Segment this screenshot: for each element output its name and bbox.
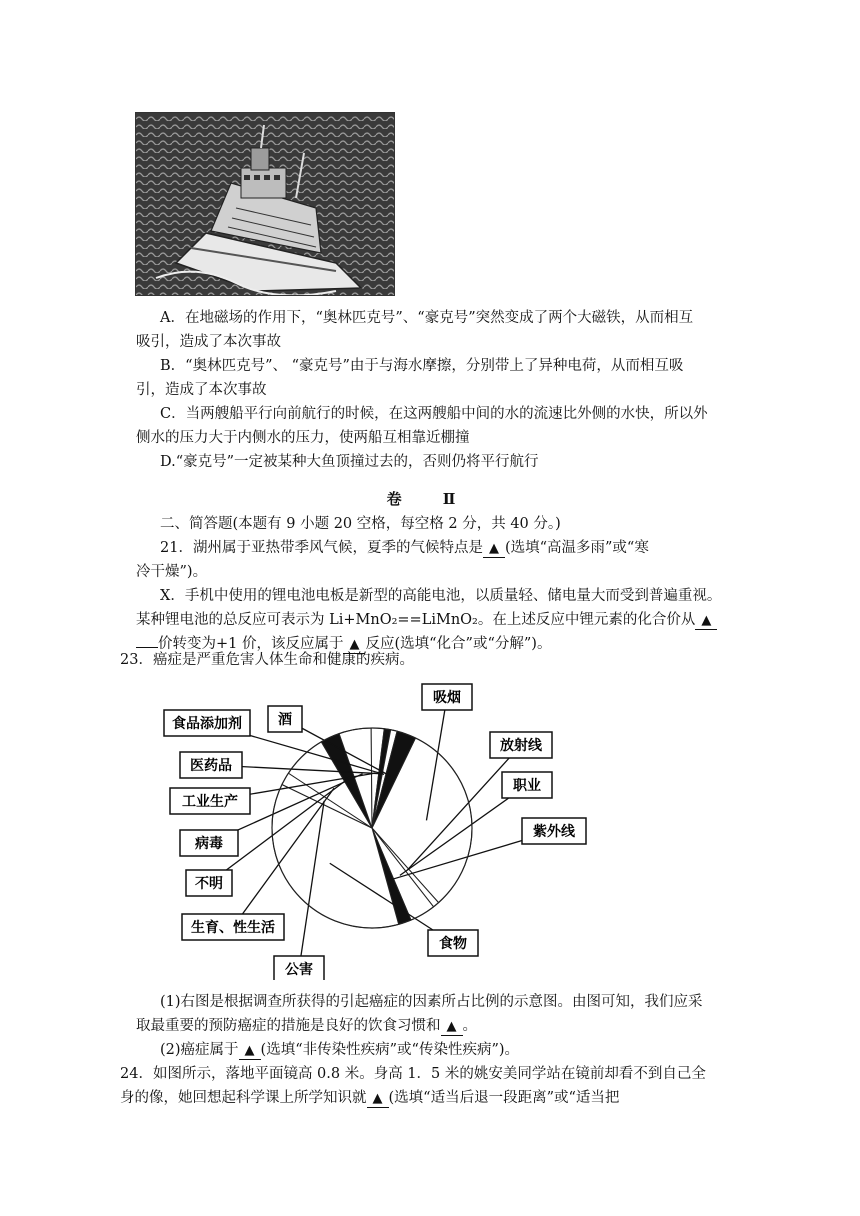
- q22-line-3-end: 反应(选填“化合”或“分解”)。: [365, 636, 552, 652]
- option-a-line-2: 吸引，造成了本次事故: [136, 334, 281, 350]
- q21-text: 21．湖州属于亚热带季风气候，夏季的气候特点是: [160, 540, 483, 556]
- slice-label-12: 酒: [278, 712, 292, 728]
- section-title: 卷 Ⅱ: [386, 490, 474, 508]
- question-23-part-1: [136, 990, 736, 1038]
- slice-label-3: 紫外线: [533, 824, 575, 840]
- question-23-intro: [120, 648, 720, 672]
- slice-label-8: 病毒: [195, 836, 223, 852]
- cancer-factors-pie-chart: [160, 670, 600, 980]
- option-d: [136, 450, 736, 474]
- q22-line-1: X．手机中使用的锂电池电板是新型的高能电池，以质量轻、储电量大而受到普遍重视。: [160, 588, 722, 604]
- option-d-line-1: D.“豪克号”一定被某种大鱼顶撞过去的，否则仍将平行航行: [160, 454, 539, 470]
- q23-answer-blank-1[interactable]: [441, 1018, 463, 1036]
- slice-label-1: 放射线: [500, 738, 542, 754]
- slice-label-11: 食品添加剂: [172, 716, 242, 732]
- q21-answer-blank[interactable]: [483, 540, 505, 558]
- q24-line-1: 24．如图所示，落地平面镜高 0.8 米。身高 1．5 米的姚安美同学站在镜前却看不到自己全: [120, 1066, 706, 1082]
- option-c-line-2: 侧水的压力大于内侧水的压力，使两船互相靠近棚撞: [136, 430, 470, 446]
- q23-intro-text: 23．癌症是严重危害人体生命和健康的疾病。: [120, 652, 414, 668]
- q23-p2-options: (选填“非传染性疾病”或“传染性疾病”)。: [260, 1042, 520, 1058]
- slice-label-0: 吸烟: [433, 690, 461, 706]
- slice-label-2: 职业: [513, 778, 541, 794]
- question-22: [136, 584, 736, 656]
- slice-label-5: 公害: [285, 962, 313, 978]
- triangle-marker: ▲: [701, 613, 712, 628]
- q23-answer-blank-2[interactable]: [239, 1042, 261, 1060]
- slice-label-4: 食物: [439, 936, 467, 952]
- triangle-marker: ▲: [446, 1019, 457, 1034]
- triangle-marker: ▲: [488, 541, 499, 556]
- option-b: [136, 354, 736, 402]
- q21-text-end: 冷干燥”)。: [136, 564, 208, 580]
- option-a-line-1: A．在地磁场的作用下，“奥林匹克号”、“豪克号”突然变成了两个大磁铁，从而相互: [160, 310, 694, 326]
- q22-line-3: 价转变为+1 价，该反应属于: [158, 636, 344, 652]
- triangle-marker: ▲: [244, 1043, 255, 1058]
- triangle-marker: ▲: [349, 637, 360, 652]
- triangle-marker: ▲: [372, 1091, 383, 1106]
- ship-illustration: [136, 113, 394, 295]
- option-c: [136, 402, 736, 450]
- slice-label-6: 生育、性生活: [191, 920, 275, 936]
- pie-svg: [160, 670, 600, 980]
- question-21: [136, 536, 736, 584]
- q24-line-2: 身的像，她回想起科学课上所学知识就: [120, 1090, 367, 1106]
- part-heading-text: 二、简答题(本题有 9 小题 20 空格，每空格 2 分，共 40 分。): [160, 516, 561, 532]
- slice-label-9: 工业生产: [182, 794, 238, 810]
- ship-photo: [135, 112, 395, 296]
- q21-options: (选填“高温多雨”或“寒: [504, 540, 649, 556]
- q23-p2-text: (2)癌症属于: [160, 1042, 239, 1058]
- q22-answer-blank-1[interactable]: [695, 612, 717, 630]
- q24-options: (选填“适当后退一段距离”或“适当把: [388, 1090, 620, 1106]
- q23-p1-end: 。: [462, 1018, 477, 1034]
- q23-p1-line-1: (1)右图是根据调查所获得的引起癌症的因素所占比例的示意图。由图可知，我们应采: [160, 994, 703, 1010]
- option-c-line-1: C．当两艘船平行向前航行的时候，在这两艘船中间的水的流速比外侧的水快，所以外: [160, 406, 708, 422]
- q23-p1-line-2: 取最重要的预防癌症的措施是良好的饮食习惯和: [136, 1018, 441, 1034]
- slice-label-7: 不明: [195, 876, 223, 892]
- part-heading: [136, 512, 736, 536]
- q24-answer-blank[interactable]: [367, 1090, 389, 1108]
- option-b-line-2: 引，造成了本次事故: [136, 382, 267, 398]
- question-24: [120, 1062, 736, 1110]
- option-b-line-1: B．“奥林匹克号”、 “豪克号”由于与海水摩擦，分别带上了异种电荷，从而相互吸: [160, 358, 684, 374]
- question-23-part-2: [136, 1038, 736, 1062]
- option-a: [136, 306, 736, 354]
- q22-line-2: 某种锂电池的总反应可表示为 Li+MnO₂==LiMnO₂。在上述反应中锂元素的化合价从: [136, 612, 696, 628]
- slice-label-10: 医药品: [190, 758, 232, 774]
